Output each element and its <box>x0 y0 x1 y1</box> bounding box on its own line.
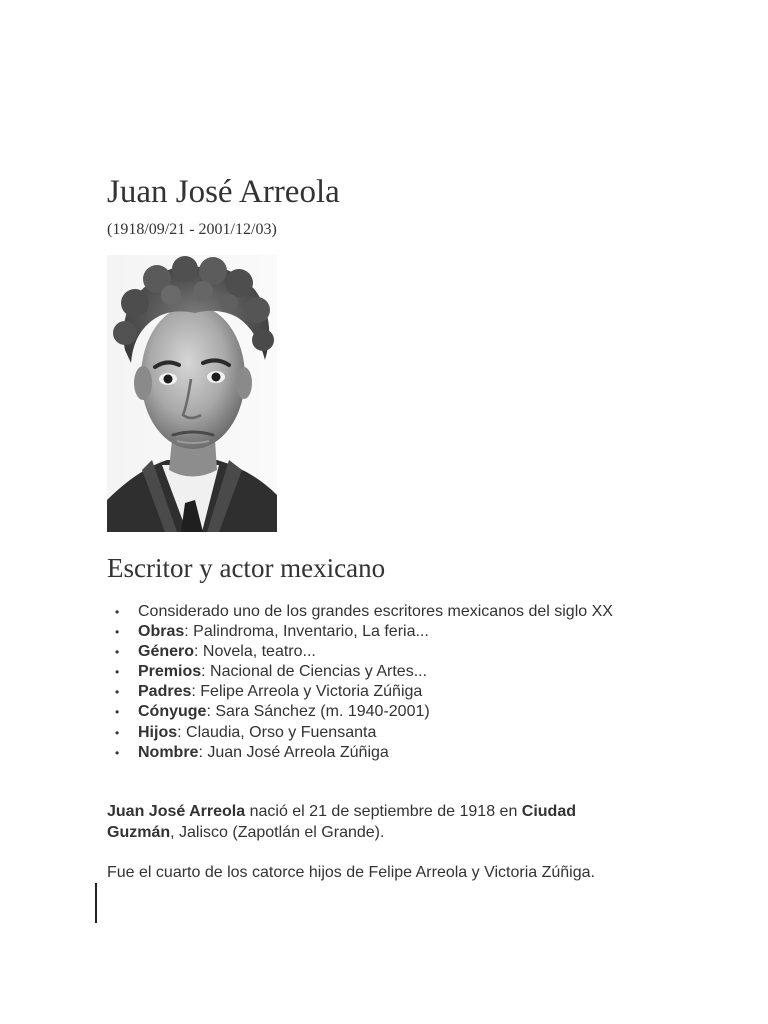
list-item <box>107 602 727 622</box>
fact-label: Cónyuge <box>138 703 207 721</box>
fact-value: : Juan José Arreola Zúñiga <box>198 743 389 761</box>
fact-value: : Nacional de Ciencias y Artes... <box>201 663 428 681</box>
fact-label: Obras <box>138 623 185 641</box>
fact-label: Nombre <box>138 743 199 761</box>
bullet-icon: • <box>115 705 120 720</box>
birth-city: Ciudad Guzmán <box>107 803 576 841</box>
family-paragraph: Fue el cuarto de los catorce hijos de Felipe Arreola y Victoria Zúñiga. <box>107 864 595 881</box>
facts-list <box>107 602 727 763</box>
fact-value: : Claudia, Orso y Fuensanta <box>177 723 377 741</box>
fact-label: Hijos <box>138 723 178 741</box>
bullet-icon: • <box>115 605 120 619</box>
list-item <box>107 642 727 662</box>
fact-value: : Novela, teatro... <box>194 643 316 661</box>
fact-label: Padres <box>138 683 192 701</box>
birth-paragraph <box>107 801 647 843</box>
bullet-icon: • <box>115 725 120 740</box>
list-item <box>107 702 727 722</box>
list-item <box>107 682 727 702</box>
life-dates: (1918/09/21 - 2001/12/03) <box>107 221 277 238</box>
fact-value: : Felipe Arreola y Victoria Zúñiga <box>191 683 423 701</box>
bullet-icon: • <box>115 645 120 660</box>
list-item <box>107 662 727 682</box>
fact-value: : Palindroma, Inventario, La feria... <box>184 623 429 641</box>
paragraph-text: nació el 21 de septiembre de 1918 en <box>245 803 522 820</box>
list-item <box>107 743 727 763</box>
page-title: Juan José Arreola <box>107 174 340 210</box>
text-cursor <box>95 883 97 923</box>
bullet-icon: • <box>115 625 120 640</box>
bullet-icon: • <box>115 685 120 700</box>
person-name: Juan José Arreola <box>107 803 246 820</box>
bullet-icon: • <box>115 745 120 760</box>
portrait-photo <box>107 255 277 532</box>
section-heading: Escritor y actor mexicano <box>107 553 386 583</box>
fact-value: : Sara Sánchez (m. 1940-2001) <box>206 703 430 721</box>
bullet-icon: • <box>115 665 120 680</box>
list-item <box>107 723 727 743</box>
fact-label: Premios <box>138 663 202 681</box>
list-item <box>107 622 727 642</box>
paragraph-text: , Jalisco (Zapotlán el Grande). <box>170 824 385 841</box>
fact-label: Género <box>138 643 195 661</box>
fact-text: Considerado uno de los grandes escritores mexicanos del siglo XX <box>138 603 613 620</box>
